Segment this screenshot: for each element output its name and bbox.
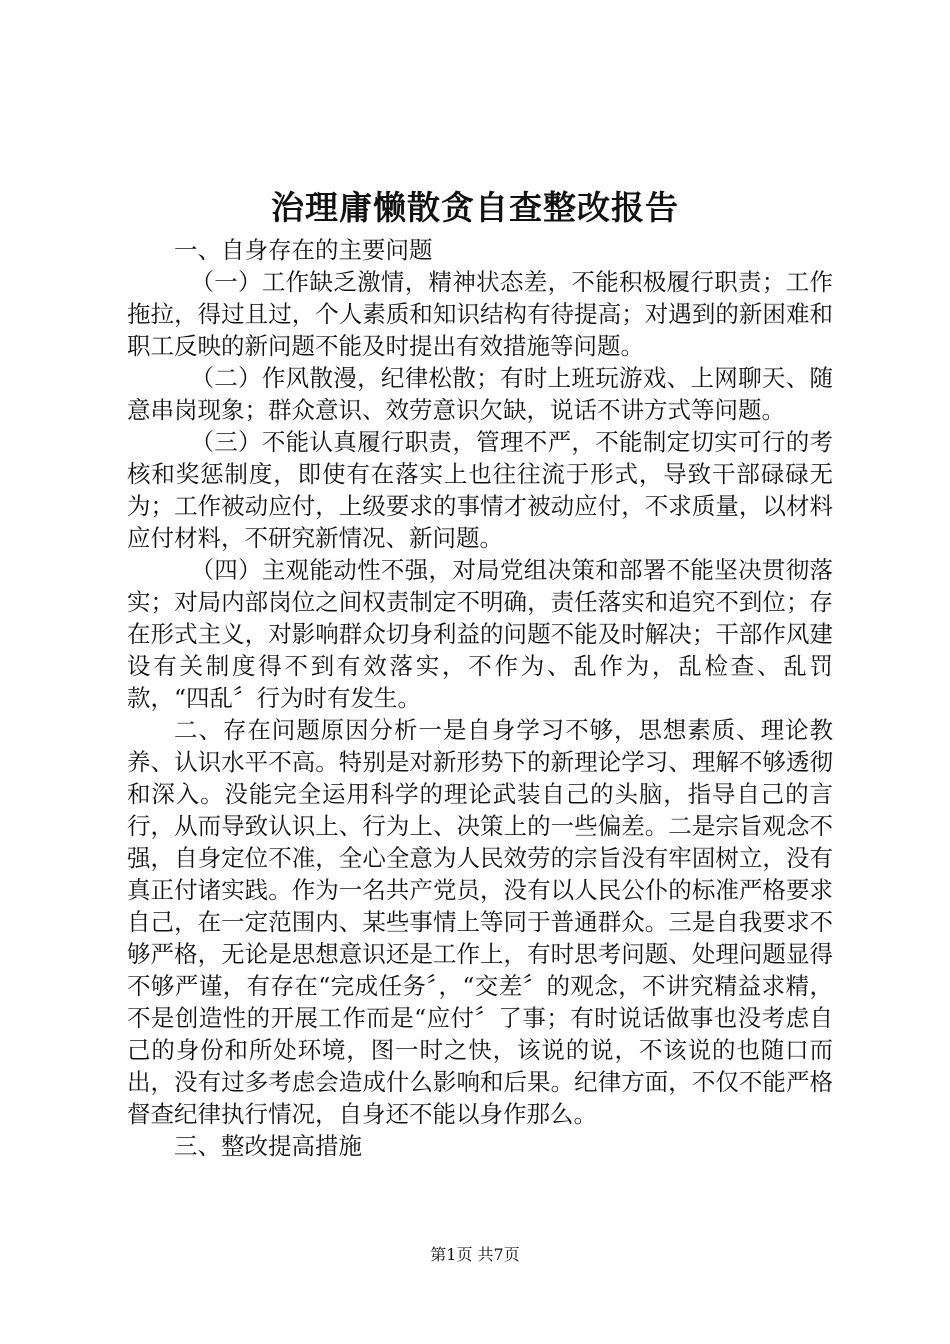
document-title: 治理庸懒散贪自查整改报告 <box>271 188 679 227</box>
paragraph-issue-4: （四）主观能动性不强，对局党组决策和部署不能坚决贯彻落实；对局内部岗位之间权责制定不明确，责任落实和追究不到位；存在形式主义，对影响群众切身利益的问题不能及时解决；干部作风建设有关制度得不到有效落实，不作为、乱作为，乱检查、乱罚款，“四乱〞行为时有发生。 <box>127 556 833 712</box>
section-heading-1: 一、自身存在的主要问题 <box>174 236 433 264</box>
paragraph-issue-3: （三）不能认真履行职责，管理不严，不能制定切实可行的考核和奖惩制度，即使有在落实上也往往流于形式，导致干部碌碌无为；工作被动应付，上级要求的事情才被动应付，不求质量，以材料应付材料，不研究新情况、新问题。 <box>127 428 833 552</box>
paragraph-issue-1: （一）工作缺乏激情，精神状态差，不能积极履行职责；工作拖拉，得过且过，个人素质和知识结构有待提高；对遇到的新困难和职工反映的新问题不能及时提出有效措施等问题。 <box>127 268 833 360</box>
document-body <box>127 234 833 1162</box>
page-number-footer: 第1页 共7页 <box>430 1245 520 1264</box>
section-heading-3: 三、整改提高措施 <box>174 1132 362 1160</box>
paragraph-cause-analysis: 二、存在问题原因分析一是自身学习不够，思想素质、理论教养、认识水平不高。特别是对新形势下的新理论学习、理解不够透彻和深入。没能完全运用科学的理论武装自己的头脑，指导自己的言行，从而导致认识上、行为上、决策上的一些偏差。二是宗旨观念不强，自身定位不准，全心全意为人民效劳的宗旨没有牢固树立，没有真正付诸实践。作为一名共产党员，没有以人民公仆的标准严格要求自己，在一定范围内、某些事情上等同于普通群众。三是自我要求不够严格，无论是思想意识还是工作上，有时思考问题、处理问题显得不够严谨，有存在“完成任务〞，“交差〞的观念，不讲究精益求精，不是创造性的开展工作而是“应付〞了事；有时说话做事也没考虑自己的身份和所处环境，图一时之快，该说的说，不该说的也随口而出，没有过多考虑会造成什么影响和后果。纪律方面，不仅不能严格督查纪律执行情况，自身还不能以身作那么。 <box>127 716 833 1128</box>
paragraph-issue-2: （二）作风散漫，纪律松散；有时上班玩游戏、上网聊天、随意串岗现象；群众意识、效劳意识欠缺，说话不讲方式等问题。 <box>127 364 833 424</box>
